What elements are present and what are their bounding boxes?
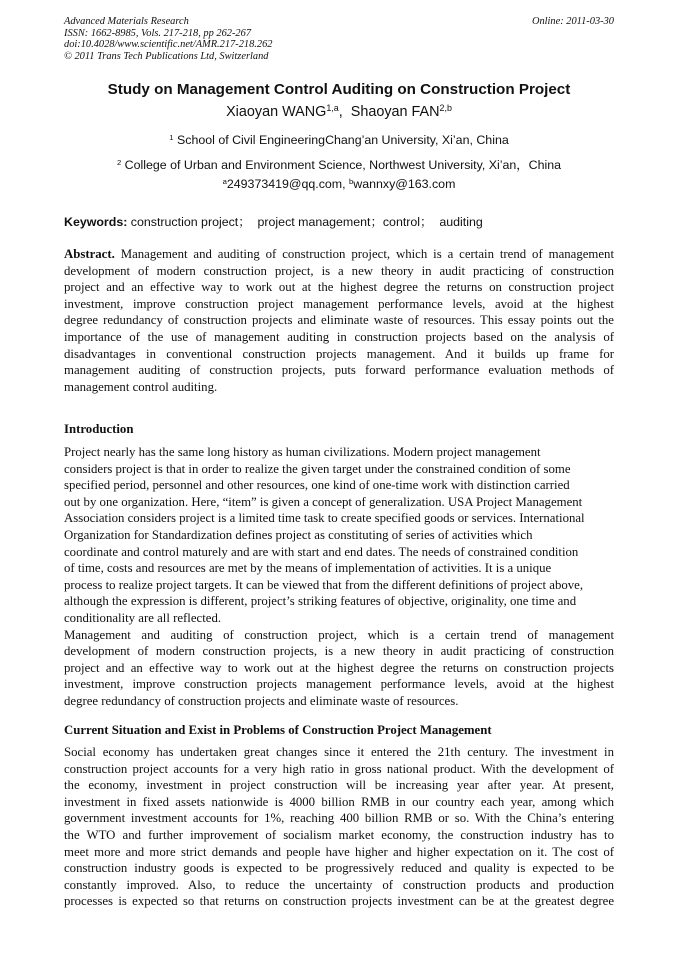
affiliation-2-text: College of Urban and Environment Science, Northwest University, Xi’an，China	[121, 158, 562, 172]
abstract-line: disadvantages in conventional construction projects management. And it builds up frame for	[64, 346, 614, 361]
situation-line: Social economy has undertaken great changes since it entered the 21th century. The investment in	[64, 745, 614, 759]
abstract-line: management control auditing.	[64, 379, 218, 394]
situation-line: processes is expected so that returns on construction projects investment can be at the greatest degree	[64, 894, 614, 909]
intro-line: development of modern construction projects, is a new theory in audit practicing of construction	[64, 644, 614, 659]
abstract-line	[64, 246, 614, 263]
current-situation-body	[64, 744, 614, 910]
intro-line: of time, costs and resources are met by the means of implementation of activities. It is a unique	[64, 561, 552, 576]
online-date: Online: 2011-03-30	[531, 16, 614, 27]
intro-line: investment, improve construction projects management performance levels, avoid at the highest	[64, 677, 614, 692]
intro-line: out by one organization. Here, “item” is given a concept of generalization. USA Project Management	[64, 494, 583, 509]
situation-line: meet more and more strict demands and people have higher and higher expectation on it. The cost of	[64, 844, 614, 859]
introduction-heading: Introduction	[64, 422, 134, 436]
abstract-line: importance of the use of management auditing in construction projects based on the analysis of	[64, 329, 614, 344]
situation-line: government investment accounts for 1%, reaching 400 billion RMB or so. With the China’s entering	[64, 811, 614, 826]
affiliation-2	[0, 155, 678, 173]
abstract-label: Abstract.	[64, 247, 115, 261]
author-1: Xiaoyan WANG	[226, 104, 327, 120]
intro-line: process to realize project targets. It can be viewed that from the different definitions of project above,	[64, 577, 584, 592]
situation-line: the WTO and further improvement of socialism market economy, the construction industry has to	[64, 827, 614, 842]
intro-line: Project nearly has the same long history as human civilizations. Modern project management	[64, 445, 541, 459]
abstract-line: development of modern construction project, is a new theory in audit practicing of construction	[64, 263, 614, 278]
journal-doi[interactable]: doi:10.4028/www.scientific.net/AMR.217-218.262	[64, 39, 273, 50]
intro-line: Management and auditing of construction project, which is a certain trend of management	[64, 627, 614, 642]
situation-line: construction project accounts for a very high ratio in gross national product. With the development of	[64, 761, 614, 776]
situation-line: constantly improved. Also, to reduce the uncertainty of construction products and production	[64, 877, 614, 892]
situation-line: construction industry goods is expected to be progressively reduced and quality is expected to be	[64, 861, 614, 876]
abstract-line: project and an effective way to work out at the highest degree the returns on construction project	[64, 280, 614, 295]
abstract-line-text: Management and auditing of construction project, which is a certain trend of management	[114, 247, 614, 261]
journal-name: Advanced Materials Research	[64, 16, 189, 27]
email-a-sup: a	[222, 176, 227, 186]
situation-line: investment in fixed assets nationwide is 4000 billion RMB in our country each year, among which	[64, 794, 614, 809]
author-emails	[0, 177, 678, 191]
journal-header	[64, 16, 272, 62]
author-1-sup: 1,a	[326, 103, 339, 114]
affiliation-1	[0, 133, 678, 147]
author-line	[0, 104, 678, 120]
affiliation-2-sup: 2	[116, 157, 122, 167]
paper-title: Study on Management Control Auditing on Construction Project	[107, 81, 571, 98]
affiliation-1-text: School of Civil EngineeringChang’an University, Xi’an, China	[173, 133, 509, 147]
email-b-sup: b	[349, 176, 354, 186]
abstract-line: investment, improve construction project management performance levels, avoid at the highest	[64, 296, 614, 311]
keywords-label: Keywords:	[64, 215, 128, 229]
intro-line: Association considers project is a limited time task to create specified goods or services. International	[64, 511, 585, 526]
author-separator: ,	[338, 104, 351, 120]
abstract-line: management auditing of construction projects, puts forward performance evaluation methods of	[64, 363, 614, 378]
keywords-text: construction project； project management；control； auditing	[127, 215, 483, 229]
introduction-body	[64, 444, 614, 710]
intro-line: Organization for Standardization defines project as constituting of series of activities which	[64, 527, 533, 542]
journal-copyright: © 2011 Trans Tech Publications Ltd, Switzerland	[64, 50, 269, 62]
intro-line: degree redundancy of construction projects and eliminate waste of resources.	[64, 693, 459, 708]
current-situation-heading: Current Situation and Exist in Problems of Construction Project Management	[64, 723, 492, 737]
intro-line: coordinate and control maturely and are with start and end dates. The needs of constrained condition	[64, 544, 579, 559]
intro-line: considers project is that in order to realize the given target under the constrained condition of some	[64, 461, 571, 476]
journal-issn: ISSN: 1662-8985, Vols. 217-218, pp 262-267	[64, 27, 252, 39]
abstract	[64, 246, 614, 395]
situation-line: the economy, investment in project construction will be increasing year after year. At present,	[64, 778, 614, 793]
intro-line: conditionality are all reflected.	[64, 610, 222, 625]
email-a[interactable]: 249373419@qq.com,	[226, 177, 349, 191]
author-2-sup: 2,b	[439, 103, 452, 114]
keywords-line	[64, 212, 483, 230]
email-b[interactable]: wannxy@163.com	[353, 177, 456, 191]
intro-line: although the expression is different, project’s striking features of objective, originality, one time and	[64, 594, 577, 609]
author-2: Shaoyan FAN	[350, 104, 440, 120]
intro-line: specified period, personnel and other resources, one kind of one-time work with distinction carried	[64, 478, 570, 493]
abstract-line: degree redundancy of construction projects and eliminate waste of resources. This essay points out the	[64, 313, 614, 328]
intro-line: project and an effective way to work out at the highest degree the returns on construction projects	[64, 660, 614, 675]
affiliation-1-sup: 1	[169, 132, 174, 142]
